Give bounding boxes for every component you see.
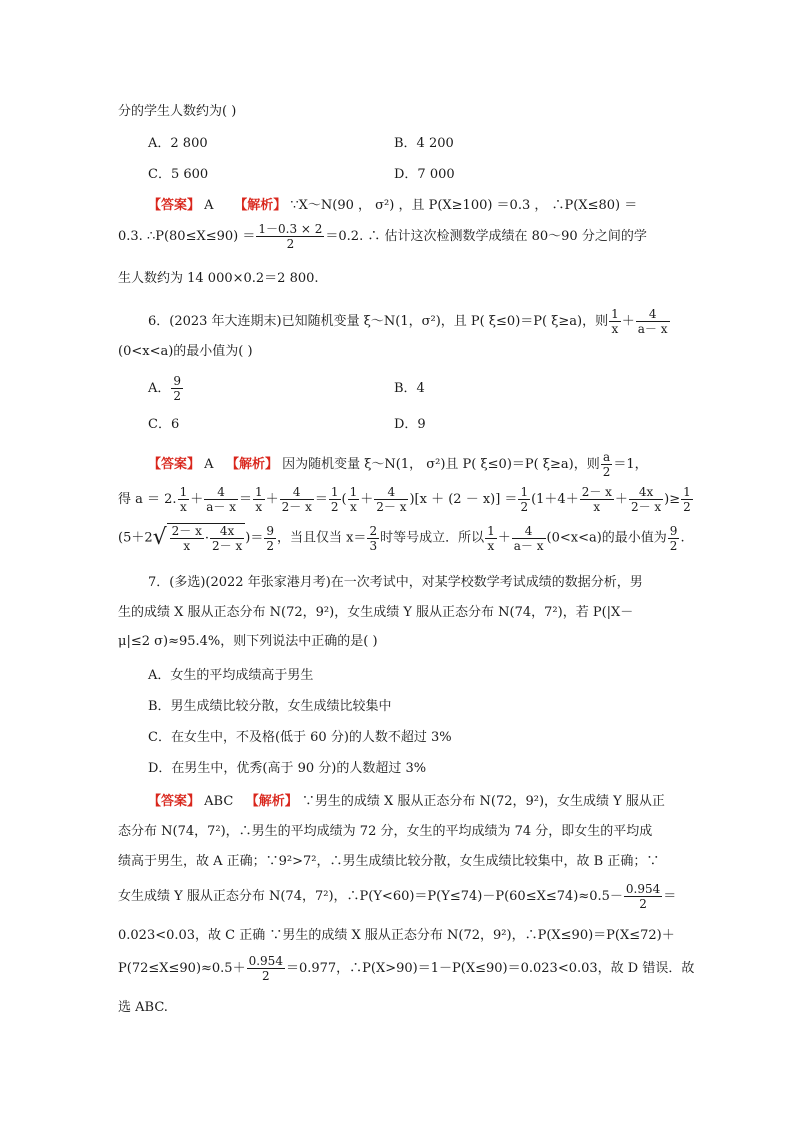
- q7-sol6-pre: P(72≤X≤90)≈0.5＋: [118, 961, 246, 976]
- q6-frac-p: $\frac{9}{2}$: [669, 523, 678, 553]
- q5-solution-line-2: [118, 222, 647, 251]
- answer-value: A: [204, 457, 214, 472]
- q7-solution-line-1: [148, 793, 665, 811]
- q6-frac-e: $\frac{1}{2}$: [330, 485, 339, 514]
- q6-frac-2: [636, 307, 670, 336]
- q6-frac-j: $\frac{4x}{2- x}$: [630, 485, 662, 514]
- q6-frac-o: $\frac{4}{a- x}$: [513, 523, 544, 553]
- q6-stem-line-2: (0<x<a)的最小值为( ): [118, 344, 253, 359]
- q5-option-d: D．7 000: [394, 167, 455, 182]
- option-label: A．: [148, 381, 171, 396]
- q6-frac-l: $\frac{9}{2}$: [266, 523, 274, 553]
- q6-ge: ≥: [669, 492, 681, 507]
- q6-frac-d: $\frac{4}{2- x}$: [281, 485, 312, 514]
- q6-option-a: [148, 374, 184, 403]
- q5-solution-line-3: 生人数约为 14 000×0.2＝2 800.: [118, 271, 319, 286]
- frac-num: 1: [179, 485, 188, 499]
- frac-num: 4: [204, 485, 238, 500]
- q6-stem-line-1: [148, 307, 671, 336]
- q7-solution-line-5: 0.023<0.03，故 C 正确 ∵男生的成绩 X 服从正态分布 N(72，9²)，∴P(X≤90)＝P(X≤72)＋: [118, 928, 675, 943]
- analysis-tag: 【解析】: [245, 794, 298, 809]
- q7-solution-line-2: 态分布 N(74，7²)，∴男生的平均成绩为 72 分，女生的平均成绩为 74 分，即女生的平均成: [118, 824, 653, 839]
- q7-option-c: C．在女生中，不及格(低于 60 分)的人数不超过 3%: [148, 730, 452, 745]
- q7-solution-line-6: [118, 954, 694, 983]
- frac-den: 2: [639, 897, 647, 911]
- q6-option-b: B．4: [394, 381, 425, 396]
- frac-den: x: [179, 500, 187, 514]
- q6-solution-line-2: 得 a ＝ 2. $\frac{1}{x}$ ＋ $\frac{4}{a- x}$ ＝ $\frac{1}{x}$ ＋ $\frac{4}{2- x}$ ＝ $\frac{1}{2}$ ( $\frac{1}{x}$ ＋ $\frac{4}{2- x}$ )[x ＋ (2 － x)] ＝ $\frac{1}{2}$ (1＋4＋ $\frac{2- x}{x}$ ＋ $\frac{4x}{2- x}$ )≥ $\frac{1}{2}$: [118, 485, 691, 514]
- q5-fraction: [256, 222, 324, 251]
- frac-num: 1: [611, 307, 619, 321]
- frac-den: a－ x: [637, 322, 668, 336]
- q6-option-a-frac: [171, 374, 183, 403]
- q7-frac-1: [624, 882, 662, 911]
- frac-den: 2: [173, 389, 182, 403]
- frac-num: a: [601, 450, 613, 465]
- q7-frac-2: [247, 954, 285, 983]
- q6-sol1: 因为随机变量 ξ～N(1， σ²)且 P( ξ≤0)＝P( ξ≥a)，则: [282, 457, 600, 472]
- frac-num: 4: [636, 307, 670, 322]
- q7-stem-line-1: 7．(多选)(2022 年张家港月考)在一次考试中，对某学校数学考试成绩的数据分析，男: [148, 575, 643, 590]
- frac-num: 9: [173, 374, 182, 388]
- q6-sol1-frac: [601, 450, 613, 479]
- q5-stem-tail: 分的学生人数约为( ): [118, 104, 237, 119]
- frac-num: 1－0.3 × 2: [258, 222, 323, 236]
- q5-solution-line-1: [148, 197, 637, 215]
- frac-den: 2: [602, 465, 611, 479]
- q7-sol6-post: ＝0.977，∴P(X>90)＝1－P(X≤90)＝0.023<0.03，故 D 错误．故: [285, 961, 695, 976]
- q6-sol3-tail: 时等号成立．所以: [380, 530, 485, 546]
- q5-option-b: B．4 200: [394, 136, 454, 151]
- q7-solution-line-3: 绩高于男生，故 A 正确；∵9²>7²，∴男生成绩比较分散，女生成绩比较集中，故 B 正确；∵: [118, 854, 660, 869]
- q6-open: (1＋4＋: [531, 492, 579, 507]
- q7-stem-line-2: 生的成绩 X 服从正态分布 N(72，9²)，女生成绩 Y 服从正态分布 N(74，7²)，若 P(|X－: [118, 605, 634, 620]
- q5-option-a: A．2 800: [148, 136, 208, 151]
- plus-sign: ＋: [621, 314, 635, 329]
- q7-stem-line-3: μ|≤2 σ)≈95.4%，则下列说法中正确的是( ): [118, 634, 378, 649]
- answer-tag: 【答案】: [148, 794, 201, 809]
- frac-num: 0.954: [248, 954, 283, 968]
- q6-frac-c: $\frac{1}{x}$: [254, 485, 263, 514]
- q7-solution-line-4: [118, 882, 676, 911]
- q6-period: .: [680, 530, 685, 546]
- q6-sol1-end: ＝1，: [613, 457, 648, 472]
- q6-sol2-start: 得 a ＝ 2.: [118, 492, 177, 507]
- q6-option-c: C．6: [148, 417, 180, 432]
- q6-frac-f: $\frac{1}{x}$: [349, 485, 358, 514]
- q6-frac-a: [178, 485, 190, 514]
- q6-frac-1: [609, 307, 621, 336]
- analysis-tag: 【解析】: [225, 457, 278, 472]
- q6-solution-line-3: (5＋2√ $\frac{2- x}{x}$ · $\frac{4x}{2- x}$ )＝ $\frac{9}{2}$ ，当且仅当 x＝ $\frac{2}{3}$ 时等号成立．所以 $\frac{1}{x}$ ＋ $\frac{4}{a- x}$ (0<x<a)的最小值为 $\frac{9}{2}$ .: [118, 523, 685, 553]
- q6-option-d: D．9: [394, 417, 426, 432]
- q6-sol3-mid: ，当且仅当 x＝: [276, 530, 367, 546]
- frac-den: 2: [286, 237, 295, 251]
- frac-den: a－ x: [206, 500, 236, 514]
- answer-tag: 【答案】: [148, 457, 201, 472]
- q7-sol4-pre: 女生成绩 Y 服从正态分布 N(74，7²)，∴P(Y<60)＝P(Y≤74)－P(60≤X≤74)≈0.5－: [118, 889, 623, 904]
- q6-frac-b: [204, 485, 238, 514]
- q5-sol2-pre: 0.3. ∴P(80≤X≤90) ＝: [118, 229, 256, 244]
- q6-frac-n: $\frac{1}{x}$: [487, 523, 495, 553]
- q5-option-c: C．5 600: [148, 167, 209, 182]
- q6-sol3-start: (5＋2: [118, 530, 153, 546]
- q5-sol2-post: ＝0.2. ∴ 估计这次检测数学成绩在 80～90 分之间的学: [325, 229, 647, 244]
- q7-sol1: ∵男生的成绩 X 服从正态分布 N(72，9²)，女生成绩 Y 服从正: [301, 794, 665, 809]
- q6-bracket: [x ＋ (2 － x)] ＝: [414, 492, 518, 507]
- q7-option-b: B．男生成绩比较分散，女生成绩比较集中: [148, 699, 392, 714]
- answer-value: A: [204, 198, 214, 213]
- q5-sol1: ∵X～N(90 ， σ²) ，且 P(X≥100) ＝0.3 ， ∴P(X≤80) ＝: [290, 198, 638, 213]
- q6-solution-line-1: [148, 450, 648, 479]
- frac-den: 2: [261, 969, 270, 983]
- q7-option-a: A．女生的平均成绩高于男生: [148, 668, 314, 683]
- q6-frac-h: $\frac{1}{2}$: [520, 485, 529, 514]
- q7-sol4-post: ＝: [663, 889, 677, 904]
- q6-frac-m: $\frac{2}{3}$: [369, 523, 378, 553]
- q6-sqrt-content: $\frac{2- x}{x}$ · $\frac{4x}{2- x}$: [167, 523, 246, 553]
- sqrt-icon: √: [152, 525, 167, 550]
- answer-tag: 【答案】: [148, 198, 201, 213]
- frac-den: x: [611, 322, 619, 336]
- q6-frac-g: $\frac{4}{2- x}$: [376, 485, 407, 514]
- analysis-tag: 【解析】: [234, 198, 287, 213]
- q6-sol3-end: (0<x<a)的最小值为: [546, 530, 667, 546]
- q7-solution-line-7: 选 ABC.: [118, 1000, 168, 1015]
- answer-value: ABC: [204, 794, 234, 809]
- q6-stem-pre: 6．(2023 年大连期末)已知随机变量 ξ～N(1，σ²)，且 P( ξ≤0)＝P( ξ≥a)，则: [148, 314, 609, 329]
- q7-option-d: D．在男生中，优秀(高于 90 分)的人数超过 3%: [148, 761, 427, 776]
- q6-frac-i: $\frac{2- x}{x}$: [581, 485, 612, 514]
- frac-num: 0.954: [625, 882, 661, 896]
- q6-sol3-eq: ＝: [250, 530, 264, 546]
- q6-frac-k: $\frac{1}{2}$: [683, 485, 691, 514]
